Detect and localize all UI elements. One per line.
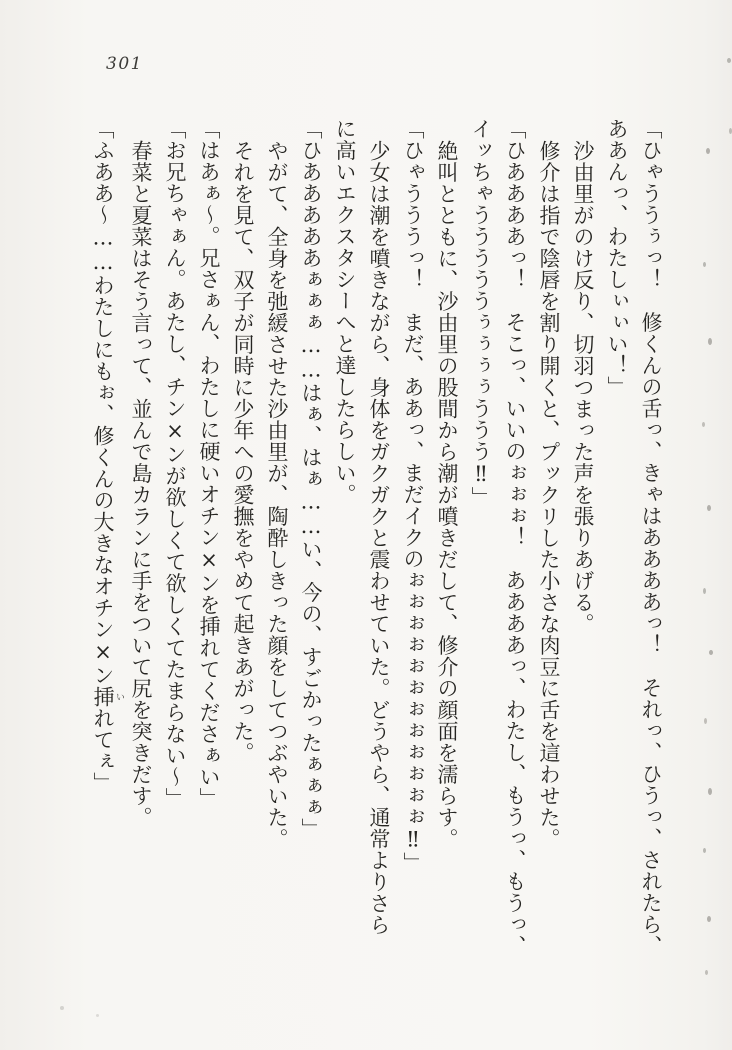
text-line: に高いエクスタシーへと達したらしい。 bbox=[333, 118, 357, 505]
text-line: 春菜と夏菜はそう言って、並んで島カランに手をついて尻を突きだす。 bbox=[129, 140, 153, 828]
text-line: 少女は潮を噴きながら、身体をガクガクと震わせていた。どうやら、通常よりさら bbox=[367, 140, 391, 936]
text-line: 「はあぁ～。兄さぁん、わたしに硬いオチン×ンを挿れてくださぁい」 bbox=[197, 118, 221, 809]
scan-speck bbox=[708, 788, 712, 795]
text-line: それを見て、双子が同時に少年への愛撫をやめて起きあがった。 bbox=[231, 140, 255, 764]
text-line: 沙由里がのけ反り、切羽つまった声を張りあげる。 bbox=[571, 140, 595, 635]
scan-speck bbox=[702, 422, 705, 427]
scan-speck bbox=[703, 848, 706, 853]
scan-speck bbox=[707, 916, 711, 922]
scan-speck bbox=[705, 970, 708, 975]
furigana-ruby: 挿 い bbox=[91, 686, 124, 708]
scan-speck bbox=[709, 650, 713, 655]
scan-speck bbox=[60, 1006, 64, 1010]
scan-speck bbox=[703, 588, 706, 594]
scan-speck bbox=[703, 262, 706, 267]
text-line: 「ひああああっ！ そこっ、いいのぉぉぉ！ ああああっ、わたし、もうっ、もうっ、 bbox=[503, 118, 527, 957]
text-line: ああんっ、わたしぃぃい！」 bbox=[605, 118, 629, 398]
text-line: 「ひあああああぁぁぁ……はぁ、はぁ……い、今の、すごかったぁぁぁ」 bbox=[299, 118, 323, 840]
text-line: やがて、全身を弛緩させた沙由里が、陶酔しきった顔をしてつぶやいた。 bbox=[265, 140, 289, 850]
text-line: 「ふああ～……わたしにもぉ、修くんの大きなオチン×ン挿 いれてぇ」 bbox=[91, 118, 124, 794]
scan-speck bbox=[706, 148, 710, 154]
text-line: 「ひゃううぅっ！ 修くんの舌っ、きゃはああああっ！ それっ、ひうっ、されたら、 bbox=[639, 118, 663, 957]
scan-speck bbox=[704, 718, 707, 724]
scan-speck bbox=[727, 58, 731, 63]
text-line: イッちゃうううううぅぅぅぅううう‼」 bbox=[469, 118, 493, 508]
text-line: 「お兄ちゃぁん。あたし、チン×ンが欲しくて欲しくてたまらない～」 bbox=[163, 118, 187, 809]
text-line: 絶叫とともに、沙由里の股間から潮が噴きだして、修介の顔面を濡らす。 bbox=[435, 140, 459, 850]
scan-speck bbox=[708, 338, 712, 345]
scan-speck bbox=[707, 505, 711, 511]
text-block bbox=[86, 118, 668, 978]
page-number: 301 bbox=[106, 54, 143, 74]
scan-speck bbox=[96, 1014, 99, 1017]
text-line: 修介は指で陰唇を割り開くと、プックリした小さな肉豆に舌を這わせた。 bbox=[537, 140, 561, 850]
text-line: 「ひゃうううっ！ まだ、ああっ、まだイクのぉぉぉぉぉぉぉぉぉぉぉぉ‼」 bbox=[401, 118, 425, 874]
